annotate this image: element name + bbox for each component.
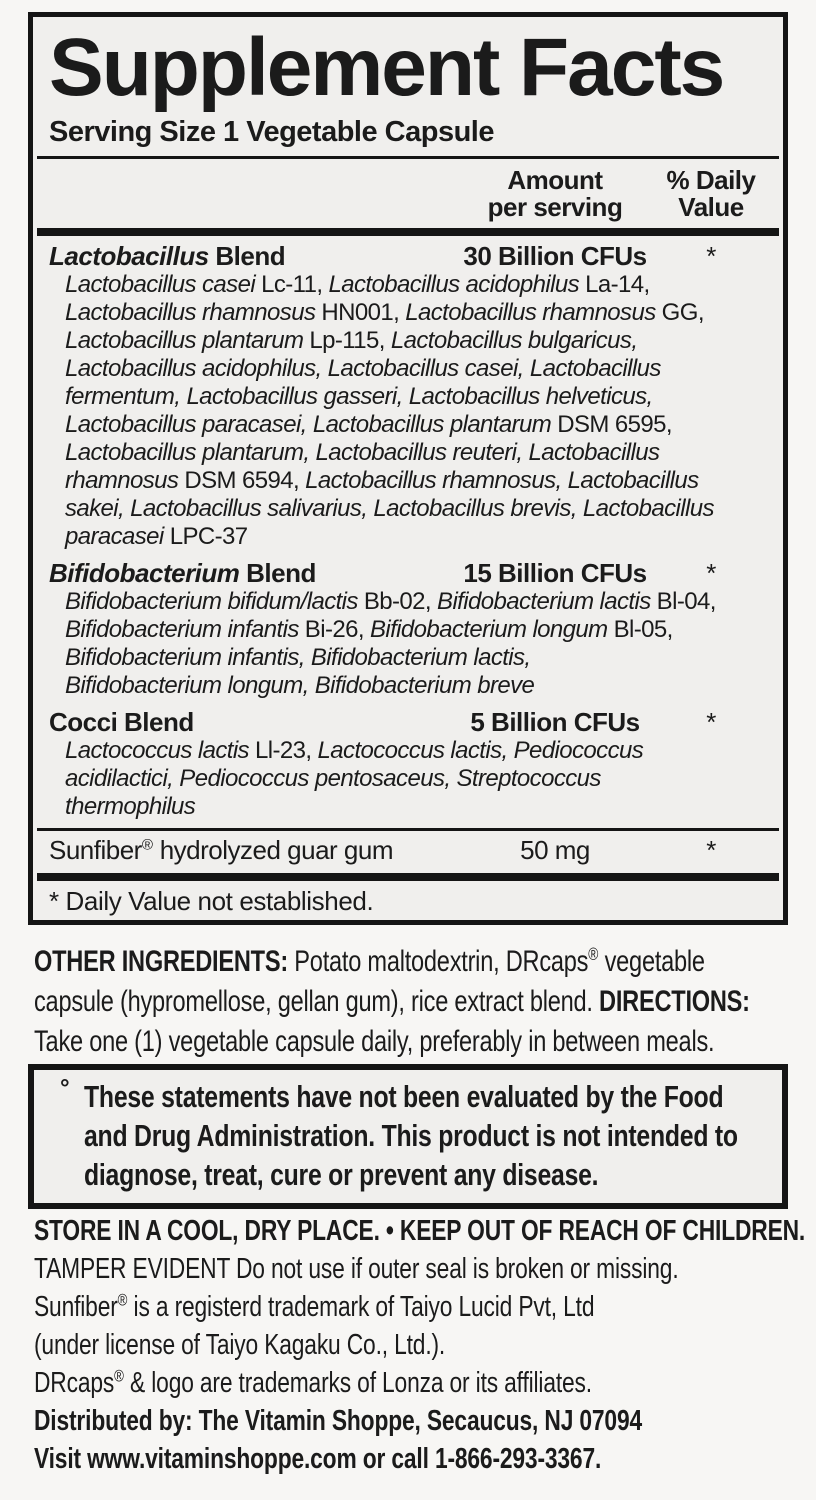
fda-disclaimer-text (84, 1077, 738, 1194)
strain-list-line: Lactobacillus casei Lc-11, Lactobacillus acidophilus La-14, (65, 271, 650, 298)
strain-list-line: Lactobacillus paracasei, Lactobacillus plantarum DSM 6595, (65, 411, 672, 438)
disclaimer-marker: ° (60, 1075, 70, 1102)
footer-line: Visit www.vitaminshoppe.com or call 1-866-293-3367. (34, 1443, 602, 1475)
divider-thick (37, 228, 779, 236)
strain-list-line: rhamnosus DSM 6594, Lactobacillus rhamnosus, Lactobacillus (65, 467, 699, 494)
fda-disclaimer-inner (44, 1077, 772, 1194)
disclaimer-line: These statements have not been evaluated by the Food (84, 1079, 724, 1114)
ingredient-row (49, 241, 767, 271)
strain-list-line: Lactobacillus rhamnosus HN001, Lactobacillus rhamnosus GG, (65, 299, 704, 326)
strain-list-line: Bifidobacterium infantis, Bifidobacterium lactis, (65, 644, 531, 671)
other-ingredients-text (34, 942, 750, 1062)
ingredient-name: Lactobacillus Blend (49, 241, 286, 271)
serving-size: Serving Size 1 Vegetable Capsule (49, 116, 494, 148)
daily-value: * (706, 835, 716, 865)
ingredient-name: Cocci Blend (49, 707, 194, 737)
footer-text (34, 1212, 806, 1478)
strain-list-line: sakei, Lactobacillus salivarius, Lactobacillus brevis, Lactobacillus (65, 495, 714, 522)
strain-list-line: Lactobacillus plantarum, Lactobacillus reuteri, Lactobacillus (65, 439, 660, 466)
strain-list-line: thermophilus (65, 793, 196, 820)
footer-line: STORE IN A COOL, DRY PLACE. • KEEP OUT OF REACH OF CHILDREN. (34, 1215, 806, 1247)
daily-value-footnote: * Daily Value not established. (49, 886, 374, 916)
divider (37, 156, 779, 159)
footer-line: TAMPER EVIDENT Do not use if outer seal is broken or missing. (34, 1253, 679, 1285)
other-ingredients-line: capsule (hypromellose, gellan gum), rice extract blend. DIRECTIONS: (34, 985, 750, 1018)
strain-list-line: fermentum, Lactobacillus gasseri, Lactobacillus helveticus, (65, 383, 653, 410)
footer-notes (34, 1212, 814, 1478)
column-header-row (49, 167, 767, 221)
amount-per-serving: 5 Billion CFUs (470, 707, 640, 737)
ingredient-section (49, 558, 767, 700)
disclaimer-line: and Drug Administration. This product is not intended to (84, 1118, 738, 1153)
footer-line: Sunfiber® is a registerd trademark of Taiyo Lucid Pvt, Ltd (34, 1290, 595, 1323)
strain-list-line: Lactobacillus acidophilus, Lactobacillus casei, Lactobacillus (65, 355, 661, 382)
ingredient-section (49, 707, 767, 821)
strain-list-line: Bifidobacterium infantis Bi-26, Bifidobacterium longum Bl-05, (65, 616, 673, 643)
amount-header-line1: Amount (507, 165, 603, 195)
amount-per-serving: 30 Billion CFUs (463, 241, 647, 271)
strain-list-line: Lactobacillus plantarum Lp-115, Lactobacillus bulgaricus, (65, 327, 638, 354)
footer-line: DRcaps® & logo are trademarks of Lonza or its affiliates. (34, 1366, 592, 1399)
row-divider (37, 828, 779, 831)
other-ingredients-line: Take one (1) vegetable capsule daily, preferably in between meals. (34, 1025, 715, 1058)
other-ingredients-section (34, 942, 814, 1062)
amount-per-serving: 50 mg (520, 835, 590, 865)
panel-title: Supplement Facts (49, 22, 724, 113)
daily-value-header-line2: Value (678, 192, 744, 222)
disclaimer-line: diagnose, treat, cure or prevent any disease. (84, 1157, 599, 1192)
amount-header (455, 167, 655, 221)
ingredient-row (49, 707, 767, 737)
supplement-facts-panel (28, 12, 788, 925)
name-column-spacer (49, 167, 455, 221)
other-ingredients-line: OTHER INGREDIENTS: Potato maltodextrin, DRcaps® vegetable (34, 945, 705, 978)
fda-disclaimer-box (28, 1064, 788, 1209)
strain-list-line: acidilactici, Pediococcus pentosaceus, Streptococcus (65, 765, 601, 792)
ingredient-name: Sunfiber® hydrolyzed guar gum (49, 835, 393, 865)
daily-value: * (706, 707, 716, 737)
ingredient-row (49, 558, 767, 588)
ingredient-section (49, 241, 767, 551)
strain-list-line: Bifidobacterium longum, Bifidobacterium breve (65, 672, 535, 699)
amount-per-serving: 15 Billion CFUs (463, 558, 647, 588)
ingredient-name: Bifidobacterium Blend (49, 558, 316, 588)
ingredient-row (49, 834, 767, 866)
divider-thick-bottom (37, 873, 779, 881)
ingredient-section (49, 828, 767, 866)
strain-list-line: Lactococcus lactis Ll-23, Lactococcus lactis, Pediococcus (65, 737, 644, 764)
footer-line: (under license of Taiyo Kagaku Co., Ltd.). (34, 1329, 446, 1361)
daily-value: * (706, 241, 716, 271)
strain-list-line: paracasei LPC-37 (65, 523, 248, 550)
amount-header-line2: per serving (487, 192, 623, 222)
daily-value-header-line1: % Daily (666, 165, 756, 195)
ingredient-rows (49, 241, 767, 866)
strain-list-line: Bifidobacterium bifidum/lactis Bb-02, Bifidobacterium lactis Bl-04, (65, 588, 716, 615)
daily-value: * (706, 558, 716, 588)
daily-value-header (655, 167, 767, 221)
footer-line: Distributed by: The Vitamin Shoppe, Secaucus, NJ 07094 (34, 1405, 642, 1437)
